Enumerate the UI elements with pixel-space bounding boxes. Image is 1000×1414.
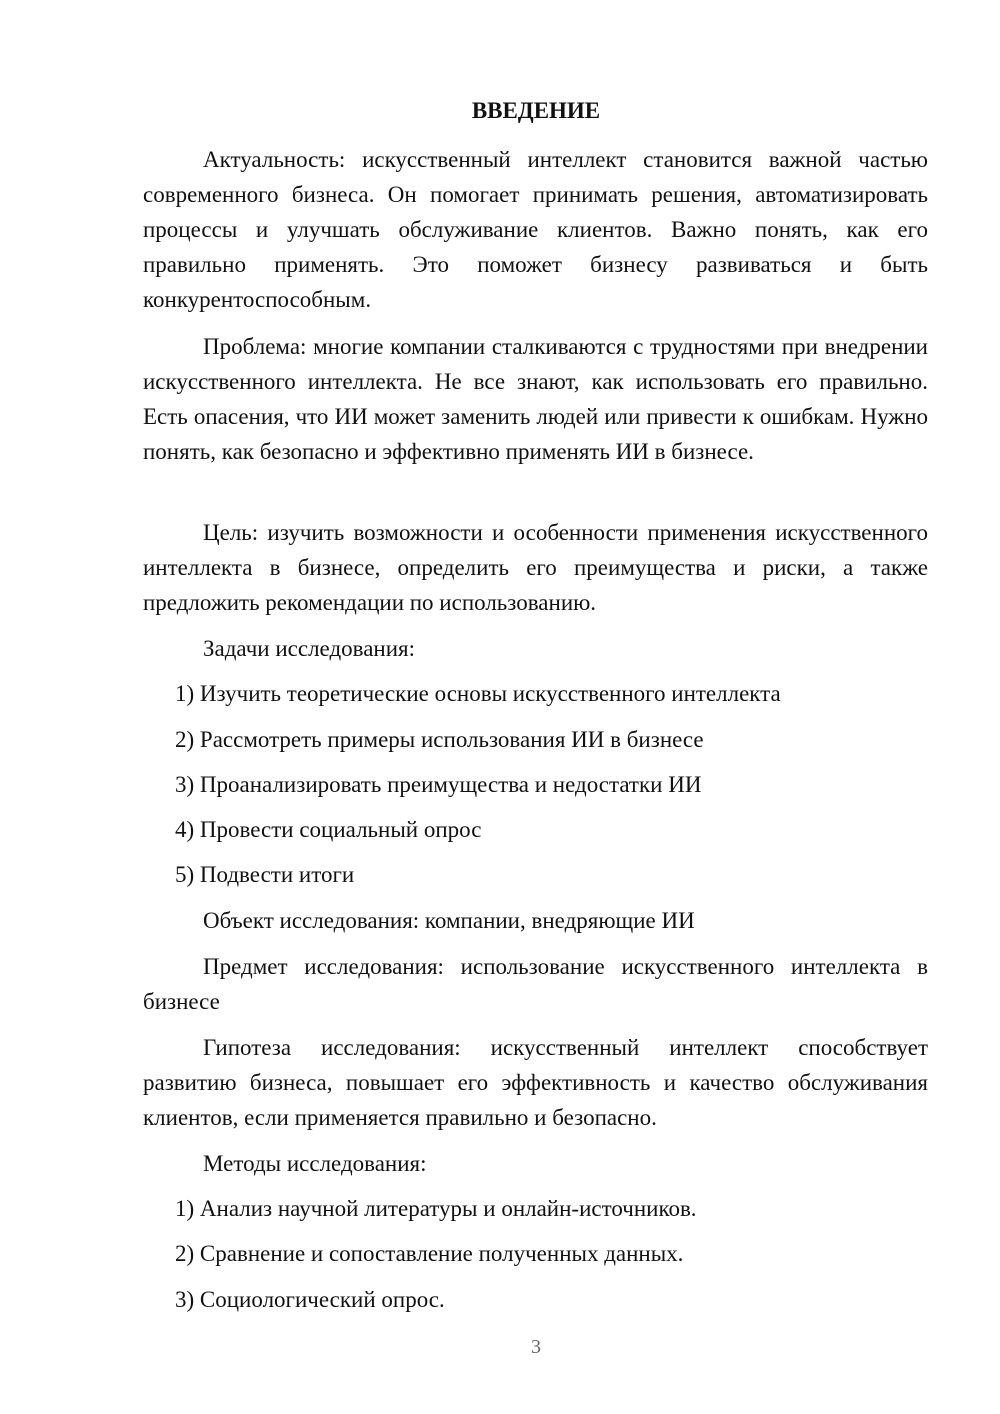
list-item: 3) Проанализировать преимущества и недостатки ИИ	[175, 772, 702, 797]
hypothesis-paragraph: Гипотеза исследования: искусственный интеллект способствует развитию бизнеса, повышает его эффективность и качество обслуживания клиентов, если применяется правильно и безопасно.	[143, 1035, 928, 1130]
list-item: 3) Социологический опрос.	[175, 1287, 445, 1312]
list-item: 1) Анализ научной литературы и онлайн-источников.	[175, 1196, 697, 1221]
list-item: 5) Подвести итоги	[175, 862, 355, 887]
goal-paragraph: Цель: изучить возможности и особенности применения искусственного интеллекта в бизнесе, определить его преимущества и риски, а также предложить рекомендации по использованию.	[143, 520, 928, 615]
page-number: 3	[531, 1336, 541, 1358]
list-item: 4) Провести социальный опрос	[175, 817, 482, 842]
list-item: 1) Изучить теоретические основы искусственного интеллекта	[175, 681, 781, 706]
tasks-title: Задачи исследования:	[203, 636, 416, 661]
relevance-paragraph: Актуальность: искусственный интеллект становится важной частью современного бизнеса. Он помогает принимать решения, автоматизировать процессы и улучшать обслуживание клиентов. Важно понять, как его правильно применять. Это поможет бизнесу развиваться и быть конкурентоспособным.	[143, 147, 928, 312]
methods-title: Методы исследования:	[203, 1151, 427, 1176]
list-item: 2) Сравнение и сопоставление полученных данных.	[175, 1241, 684, 1266]
problem-paragraph: Проблема: многие компании сталкиваются с трудностями при внедрении искусственного интеллекта. Не все знают, как использовать его правильно. Есть опасения, что ИИ может заменить людей или привести к ошибкам. Нужно понять, как безопасно и эффективно применять ИИ в бизнесе.	[143, 334, 928, 464]
page-title: ВВЕДЕНИЕ	[471, 98, 601, 123]
list-item: 2) Рассмотреть примеры использования ИИ в бизнесе	[175, 727, 704, 752]
object-paragraph: Объект исследования: компании, внедряющие ИИ	[203, 908, 695, 933]
subject-paragraph: Предмет исследования: использование искусственного интеллекта в бизнесе	[143, 954, 928, 1014]
